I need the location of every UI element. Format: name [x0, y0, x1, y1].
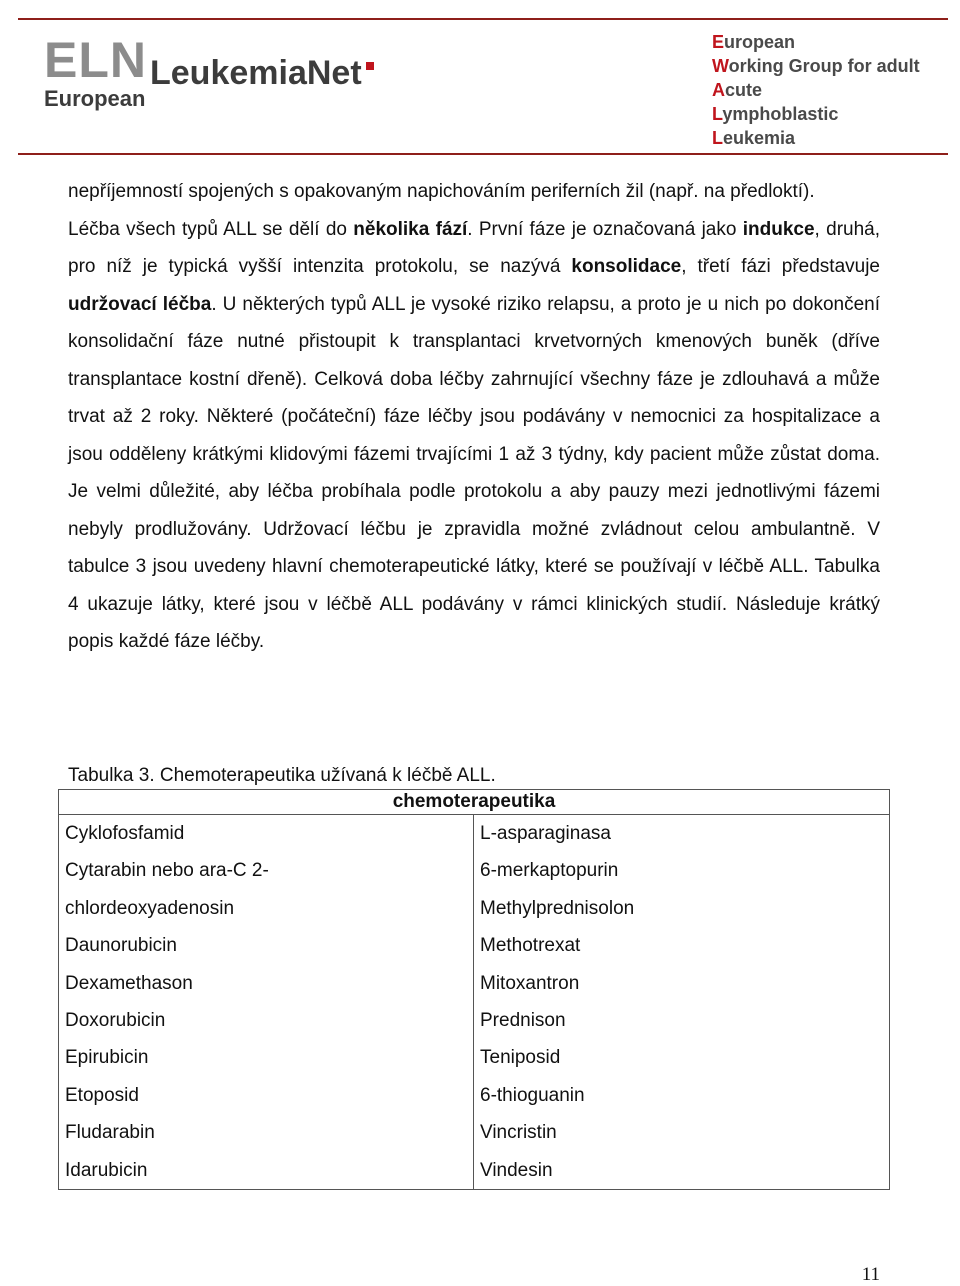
eln-logo-mark: ELN	[44, 32, 147, 88]
table-cell: Fludarabin	[65, 1122, 155, 1144]
european-wordmark: European	[44, 86, 146, 111]
leukemianet-name: LeukemiaNet	[150, 54, 362, 92]
table-cell: 6-thioguanin	[480, 1084, 585, 1106]
table-cell: Dexamethason	[65, 972, 193, 994]
table-cell: Doxorubicin	[65, 1009, 166, 1031]
header-bottom-rule	[18, 153, 948, 155]
leukemianet-wordmark	[150, 56, 374, 90]
ewall-line-3: Acute	[712, 80, 763, 100]
table-cell: Teniposid	[480, 1047, 561, 1069]
table-cell: Epirubicin	[65, 1047, 149, 1069]
table-cell: 6-merkaptopurin	[480, 860, 619, 882]
table-cell: Etoposid	[65, 1084, 139, 1106]
page-number: 11	[861, 1264, 880, 1285]
header-top-rule	[18, 18, 948, 20]
ewall-line-5: Leukemia	[712, 128, 796, 148]
body-text	[68, 173, 880, 661]
paragraph-2: Léčba všech typů ALL se dělí do několika fází. První fáze je označovaná jako indukce, druhá, pro níž je typická vyšší intenzita protokolu, se nazývá konsolidace, třetí fázi představuje udržovací léčba. U některých typů ALL je vysoké riziko relapsu, a proto je u nich po dokončení konsolidační fáze nutné přistoupit k transplantaci krvetvorných kmenových buněk (dříve transplantace kostní dřeně). Celková doba léčby zahrnující všechny fáze je zdlouhavá a může trvat až 2 roky. Některé (počáteční) fáze léčby jsou podávány v nemocnici za hospitalizace a jsou odděleny krátkými klidovými fázemi trvajícími 1 až 3 týdny, kdy pacient může zůstat doma. Je velmi důležité, aby léčba probíhala podle protokolu a aby pauzy mezi jednotlivými fázemi nebyly prodlužovány. Udržovací léčbu je zpravidla možné zvládnout celou ambulantně. V tabulce 3 jsou uvedeny hlavní chemoterapeutické látky, které se používají v léčbě ALL. Tabulka 4 ukazuje látky, které jsou v léčbě ALL podávány v rámci klinických studií. Následuje krátký popis každé fáze léčby.	[68, 218, 880, 652]
table-left-column	[59, 815, 474, 1190]
chemotherapy-table	[58, 789, 890, 1190]
table-cell: Idarubicin	[65, 1159, 148, 1181]
table-right-column	[474, 815, 890, 1190]
table-cell: Prednison	[480, 1009, 566, 1031]
ewall-line-2: Working Group for adult	[712, 56, 920, 76]
paragraph-1: nepříjemností spojených s opakovaným napichováním periferních žil (např. na předloktí).	[68, 181, 815, 202]
table-cell: Methylprednisolon	[480, 897, 635, 919]
table-cell: Mitoxantron	[480, 972, 580, 994]
table-cell: Cytarabin nebo ara-C 2-	[65, 860, 269, 882]
table-header: chemoterapeutika	[59, 790, 890, 815]
ewall-logo	[712, 30, 920, 150]
table-cell: Cyklofosfamid	[65, 823, 185, 844]
table-cell: L-asparaginasa	[480, 823, 611, 844]
table-cell: Methotrexat	[480, 935, 581, 957]
ewall-line-4: Lymphoblastic	[712, 104, 839, 124]
table-caption: Tabulka 3. Chemoterapeutika užívaná k léčbě ALL.	[68, 765, 496, 786]
table-cell: chlordeoxyadenosin	[65, 897, 235, 919]
ewall-line-1: European	[712, 32, 796, 52]
table-cell: Daunorubicin	[65, 935, 177, 957]
red-square-icon	[366, 62, 374, 70]
table-cell: Vincristin	[480, 1122, 557, 1144]
table-cell: Vindesin	[480, 1159, 553, 1181]
